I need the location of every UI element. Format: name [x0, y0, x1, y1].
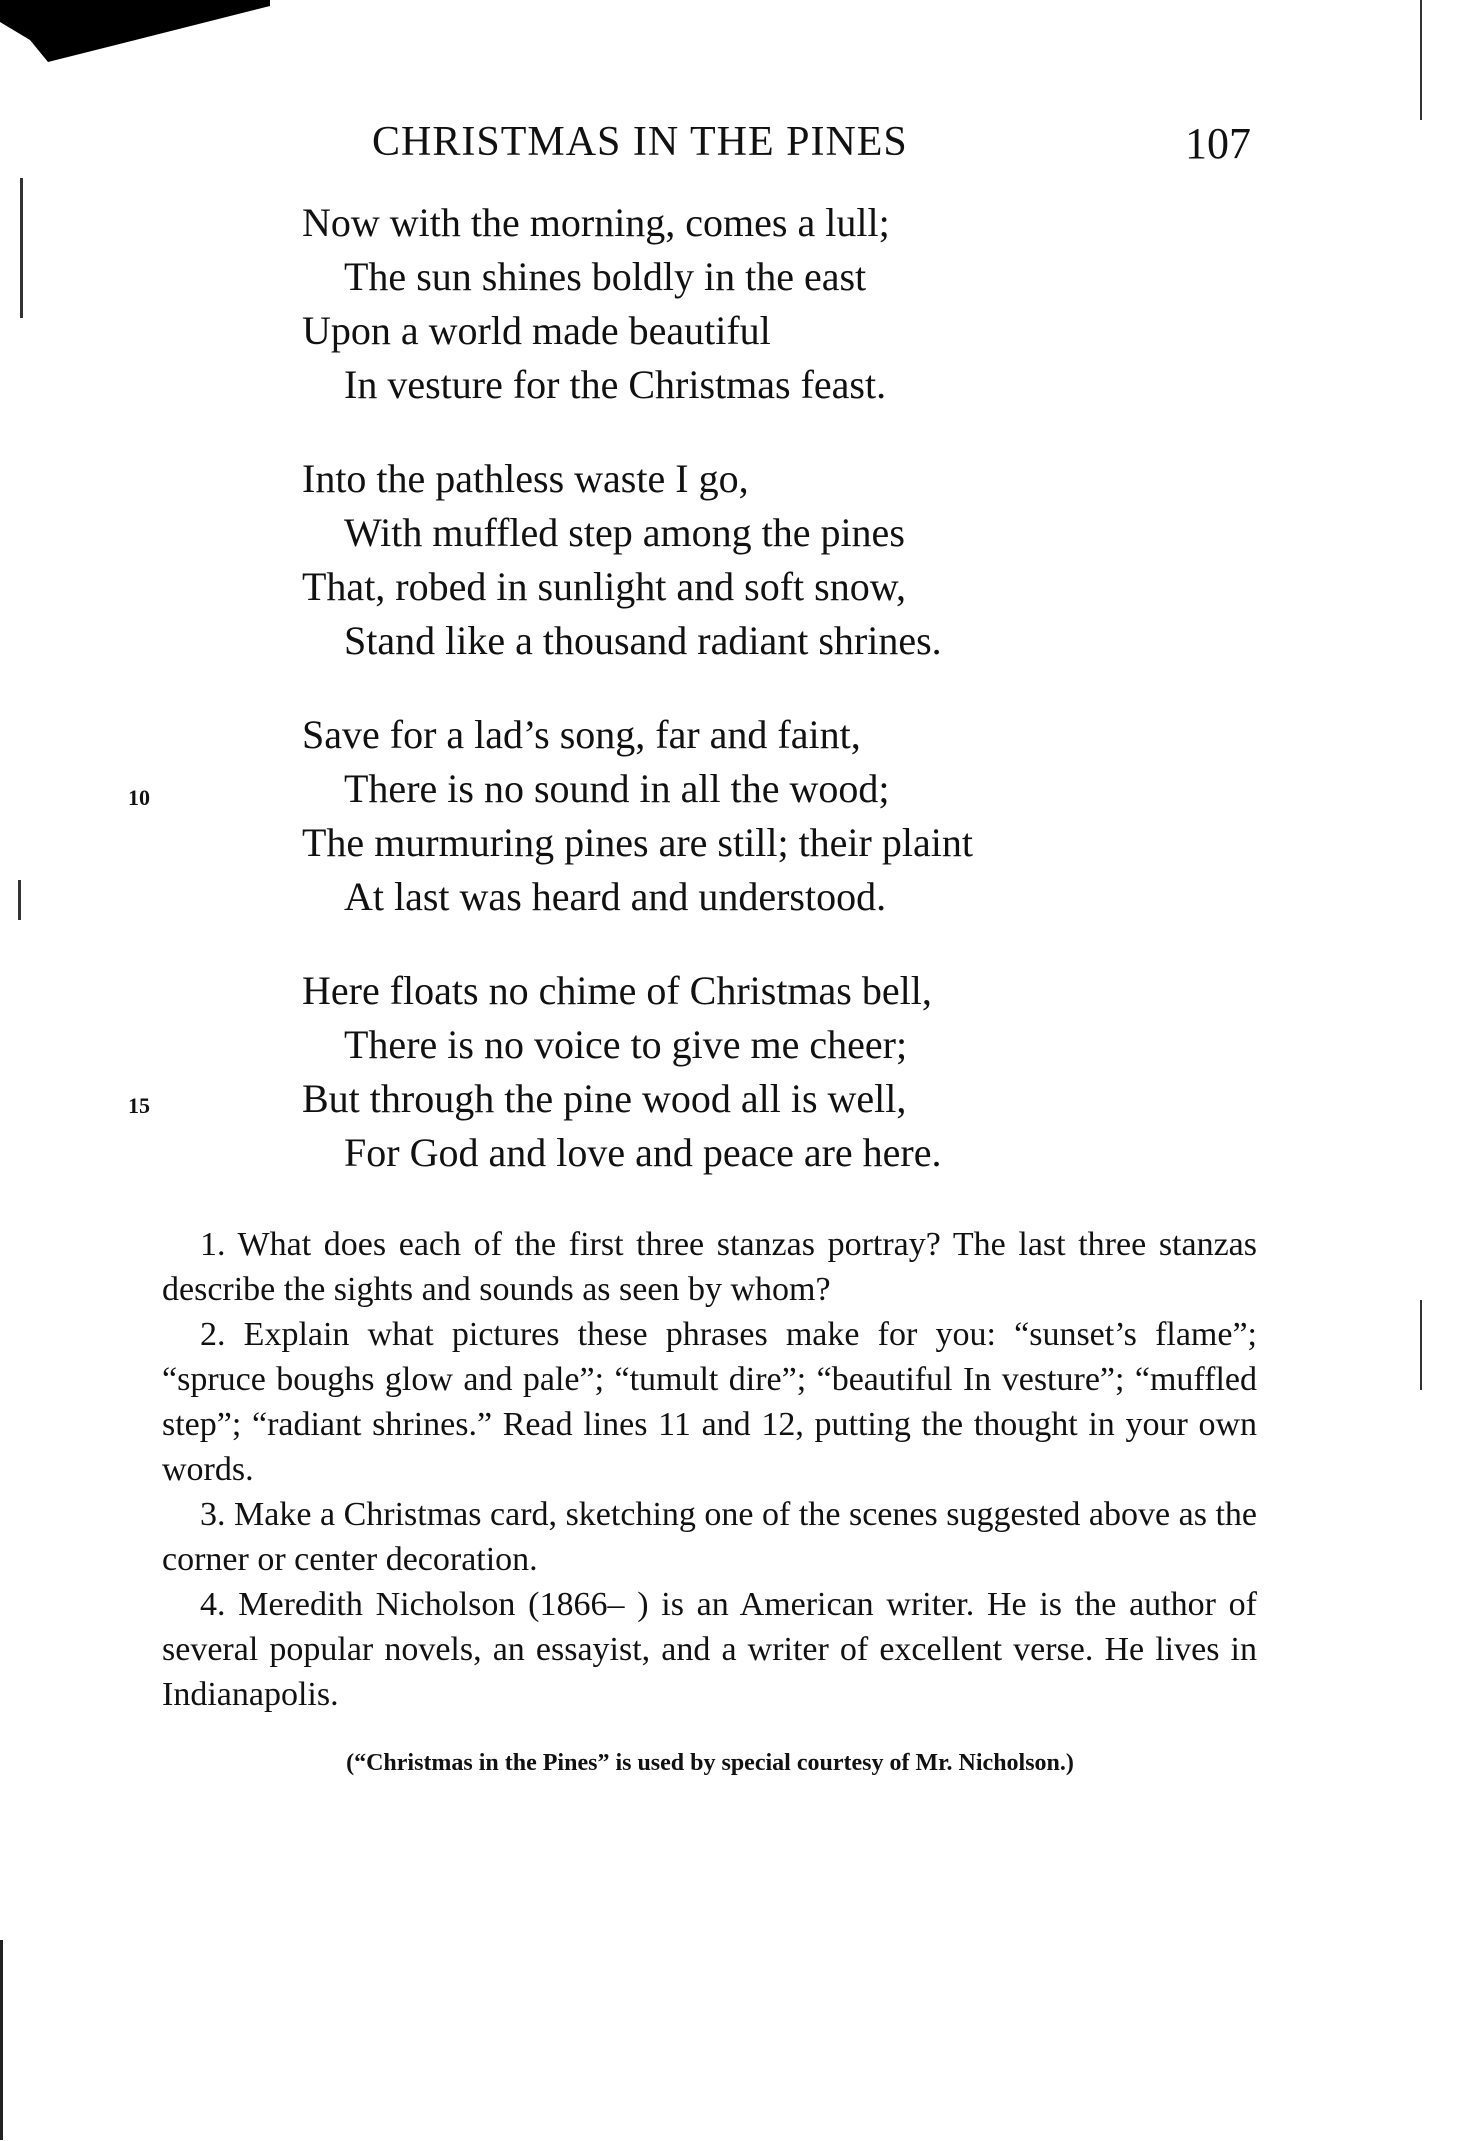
- poem-line: At last was heard and understood.: [344, 874, 887, 919]
- poem-line: There is no sound in all the wood;: [344, 766, 890, 811]
- poem-line: There is no voice to give me cheer;: [344, 1022, 908, 1067]
- question: 4. Meredith Nicholson (1866– ) is an American writer. He is the author of several popular novels, an essayist, and a writer of excellent verse. He lives in Indianapolis.: [162, 1586, 1257, 1713]
- scan-speck: [18, 880, 21, 920]
- poem-line: The sun shines boldly in the east: [344, 254, 867, 299]
- question: 3. Make a Christmas card, sketching one of the scenes suggested above as the corner or center decoration.: [162, 1496, 1257, 1578]
- scan-edge-mark: [0, 1940, 3, 2140]
- poem-line: The murmuring pines are still; their plaint: [302, 820, 973, 865]
- poem-line: Here floats no chime of Christmas bell,: [302, 968, 932, 1013]
- running-title: CHRISTMAS IN THE PINES: [372, 119, 908, 165]
- scan-speck: [20, 178, 23, 318]
- question: 1. What does each of the first three stanzas portray? The last three stanzas describe the sights and sounds as seen by whom?: [162, 1226, 1257, 1308]
- poem-line: For God and love and peace are here.: [344, 1130, 942, 1175]
- scan-speck: [1420, 0, 1422, 120]
- scan-speck: [1420, 1300, 1422, 1390]
- poem-line: Stand like a thousand radiant shrines.: [344, 618, 942, 663]
- poem-line: Save for a lad’s song, far and faint,: [302, 712, 861, 757]
- poem-line: In vesture for the Christmas feast.: [344, 362, 887, 407]
- study-questions: [162, 1222, 1257, 1717]
- stanza: [302, 964, 973, 1180]
- scan-corner-mark: [0, 0, 270, 62]
- poem-line: Into the pathless waste I go,: [302, 456, 749, 501]
- poem: [302, 196, 973, 1220]
- footnote: (“Christmas in the Pines” is used by special courtesy of Mr. Nicholson.): [346, 1750, 1074, 1776]
- poem-line: But through the pine wood all is well,: [302, 1076, 907, 1121]
- line-number: 15: [128, 1093, 150, 1118]
- question: 2. Explain what pictures these phrases make for you: “sunset’s flame”; “spruce boughs glow and pale”; “tumult dire”; “beautiful In vesture”; “muffled step”; “radiant shrines.” Read lines 11 and 12, putting the thought in your own words.: [162, 1316, 1257, 1488]
- poem-line: That, robed in sunlight and soft snow,: [302, 564, 907, 609]
- poem-line: Upon a world made beautiful: [302, 308, 771, 353]
- stanza: [302, 452, 973, 668]
- stanza: [302, 708, 973, 924]
- stanza: [302, 196, 973, 412]
- page-number: 107: [1185, 119, 1251, 168]
- poem-line: With muffled step among the pines: [344, 510, 905, 555]
- poem-line: Now with the morning, comes a lull;: [302, 200, 890, 245]
- line-number: 10: [128, 785, 150, 810]
